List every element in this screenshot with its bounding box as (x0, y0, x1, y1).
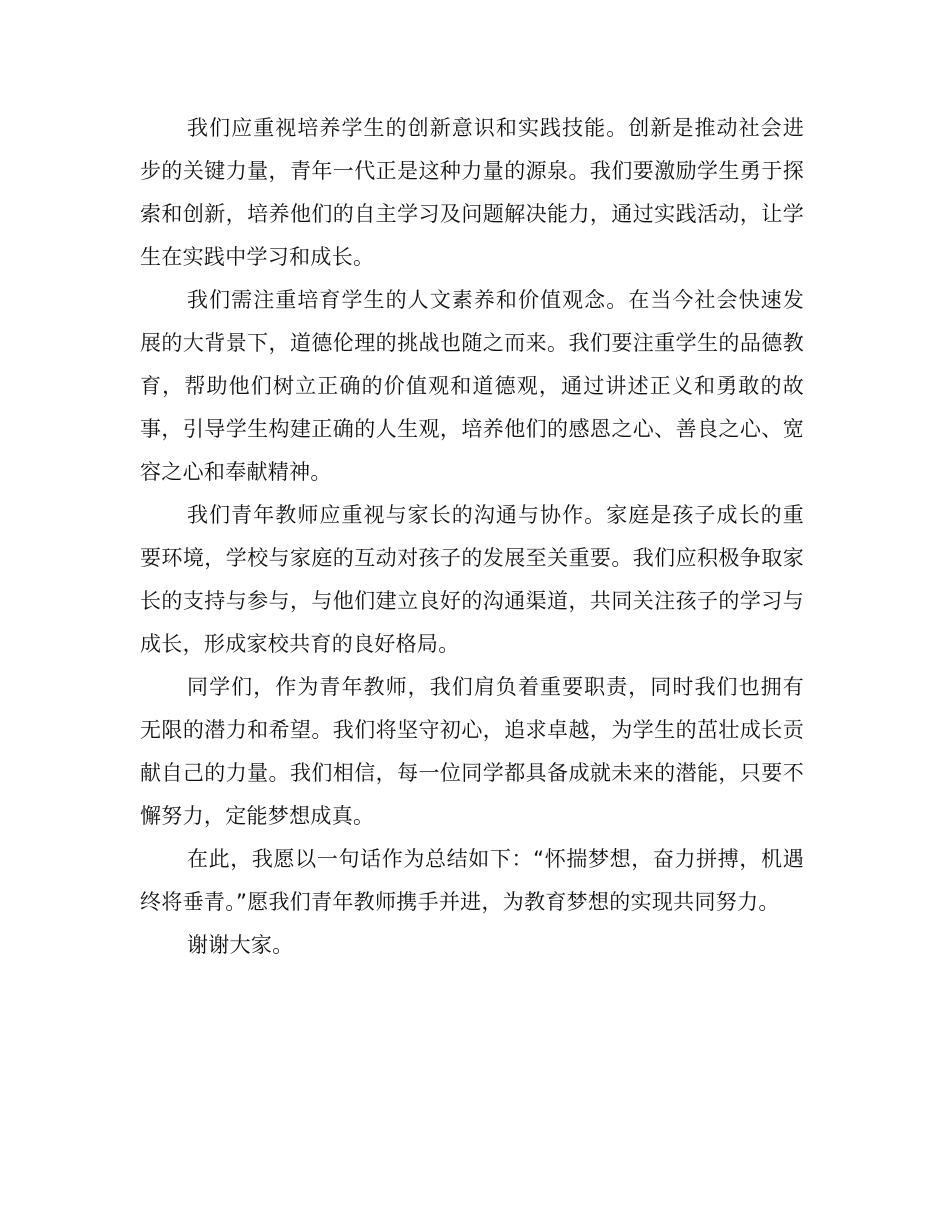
paragraph-parents: 我们青年教师应重视与家长的沟通与协作。家庭是孩子成长的重要环境，学校与家庭的互动对孩子的发展至关重要。我们应积极争取家长的支持与参与，与他们建立良好的沟通渠道，共同关注孩子的学习与成长，形成家校共育的良好格局。 (140, 503, 804, 656)
paragraph-humanities: 我们需注重培育学生的人文素养和价值观念。在当今社会快速发展的大背景下，道德伦理的挑战也随之而来。我们要注重学生的品德教育，帮助他们树立正确的价值观和道德观，通过讲述正义和勇敢的故事，引导学生构建正确的人生观，培养他们的感恩之心、善良之心、宽容之心和奉献精神。 (140, 288, 804, 484)
paragraph-conclusion: 在此，我愿以一句话作为总结如下：“怀揣梦想，奋力拼搏，机遇终将垂青。”愿我们青年教师携手并进，为教育梦想的实现共同努力。 (140, 847, 804, 914)
paragraph-responsibility: 同学们，作为青年教师，我们肩负着重要职责，同时我们也拥有无限的潜力和希望。我们将坚守初心，追求卓越，为学生的茁壮成长贡献自己的力量。我们相信，每一位同学都具备成就未来的潜能，只要不懈努力，定能梦想成真。 (140, 675, 804, 828)
paragraph-thanks: 谢谢大家。 (187, 933, 294, 957)
document-body (140, 107, 804, 967)
paragraph-innovation: 我们应重视培养学生的创新意识和实践技能。创新是推动社会进步的关键力量，青年一代正是这种力量的源泉。我们要激励学生勇于探索和创新，培养他们的自主学习及问题解决能力，通过实践活动，让学生在实践中学习和成长。 (140, 116, 804, 269)
